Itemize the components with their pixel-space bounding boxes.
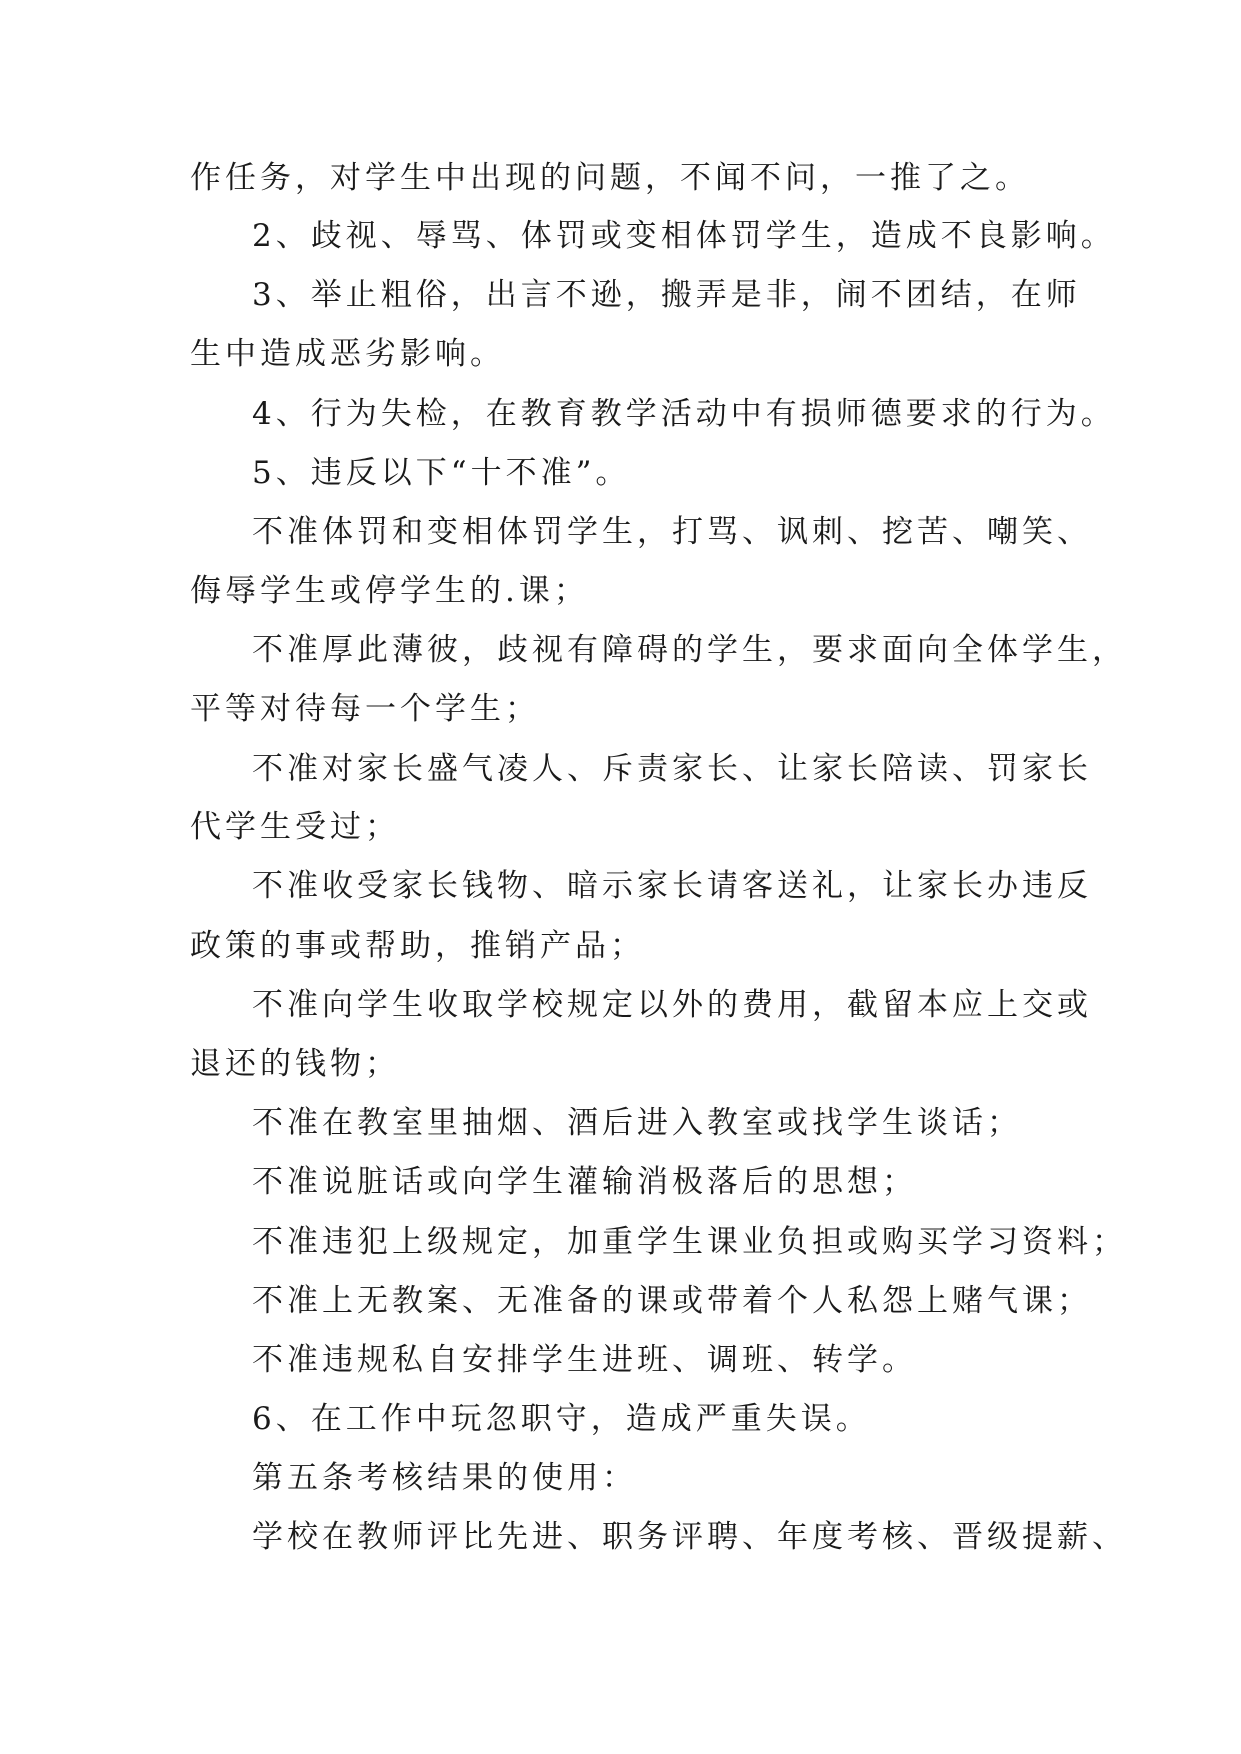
paragraph-line: 4、行为失检，在教育教学活动中有损师德要求的行为。 bbox=[252, 396, 1116, 432]
paragraph-line: 5、违反以下“十不准”。 bbox=[252, 455, 631, 491]
paragraph-line: 不准体罚和变相体罚学生，打骂、讽刺、挖苦、嘲笑、 bbox=[252, 514, 1092, 550]
paragraph-line: 不准违犯上级规定，加重学生课业负担或购买学习资料； bbox=[252, 1224, 1127, 1260]
paragraph-line: 不准上无教案、无准备的课或带着个人私怨上赌气课； bbox=[252, 1283, 1092, 1319]
paragraph-line: 不准对家长盛气凌人、斥责家长、让家长陪读、罚家长 bbox=[252, 751, 1092, 787]
paragraph-line: 6、在工作中玩忽职守，造成严重失误。 bbox=[252, 1401, 871, 1437]
paragraph-line: 不准在教室里抽烟、酒后进入教室或找学生谈话； bbox=[252, 1105, 1022, 1141]
paragraph-line: 侮辱学生或停学生的.课； bbox=[190, 573, 589, 609]
paragraph-line: 3、举止粗俗，出言不逊，搬弄是非，闹不团结，在师 bbox=[252, 277, 1081, 313]
paragraph-line: 学校在教师评比先进、职务评聘、年度考核、晋级提薪、 bbox=[252, 1519, 1127, 1555]
paragraph-line: 不准说脏话或向学生灌输消极落后的思想； bbox=[252, 1164, 917, 1200]
paragraph-line: 作任务，对学生中出现的问题，不闻不问，一推了之。 bbox=[190, 160, 1030, 196]
paragraph-line: 政策的事或帮助，推销产品； bbox=[190, 928, 645, 964]
paragraph-line: 2、歧视、辱骂、体罚或变相体罚学生，造成不良影响。 bbox=[252, 218, 1116, 254]
paragraph-line: 第五条考核结果的使用： bbox=[252, 1460, 637, 1496]
paragraph-line: 不准违规私自安排学生进班、调班、转学。 bbox=[252, 1342, 917, 1378]
paragraph-line: 不准向学生收取学校规定以外的费用，截留本应上交或 bbox=[252, 987, 1092, 1023]
paragraph-line: 不准收受家长钱物、暗示家长请客送礼，让家长办违反 bbox=[252, 868, 1092, 904]
paragraph-line: 代学生受过； bbox=[190, 809, 400, 845]
paragraph-line: 生中造成恶劣影响。 bbox=[190, 336, 505, 372]
paragraph-line: 退还的钱物； bbox=[190, 1046, 400, 1082]
paragraph-line: 不准厚此薄彼，歧视有障碍的学生，要求面向全体学生， bbox=[252, 632, 1127, 668]
paragraph-line: 平等对待每一个学生； bbox=[190, 691, 540, 727]
